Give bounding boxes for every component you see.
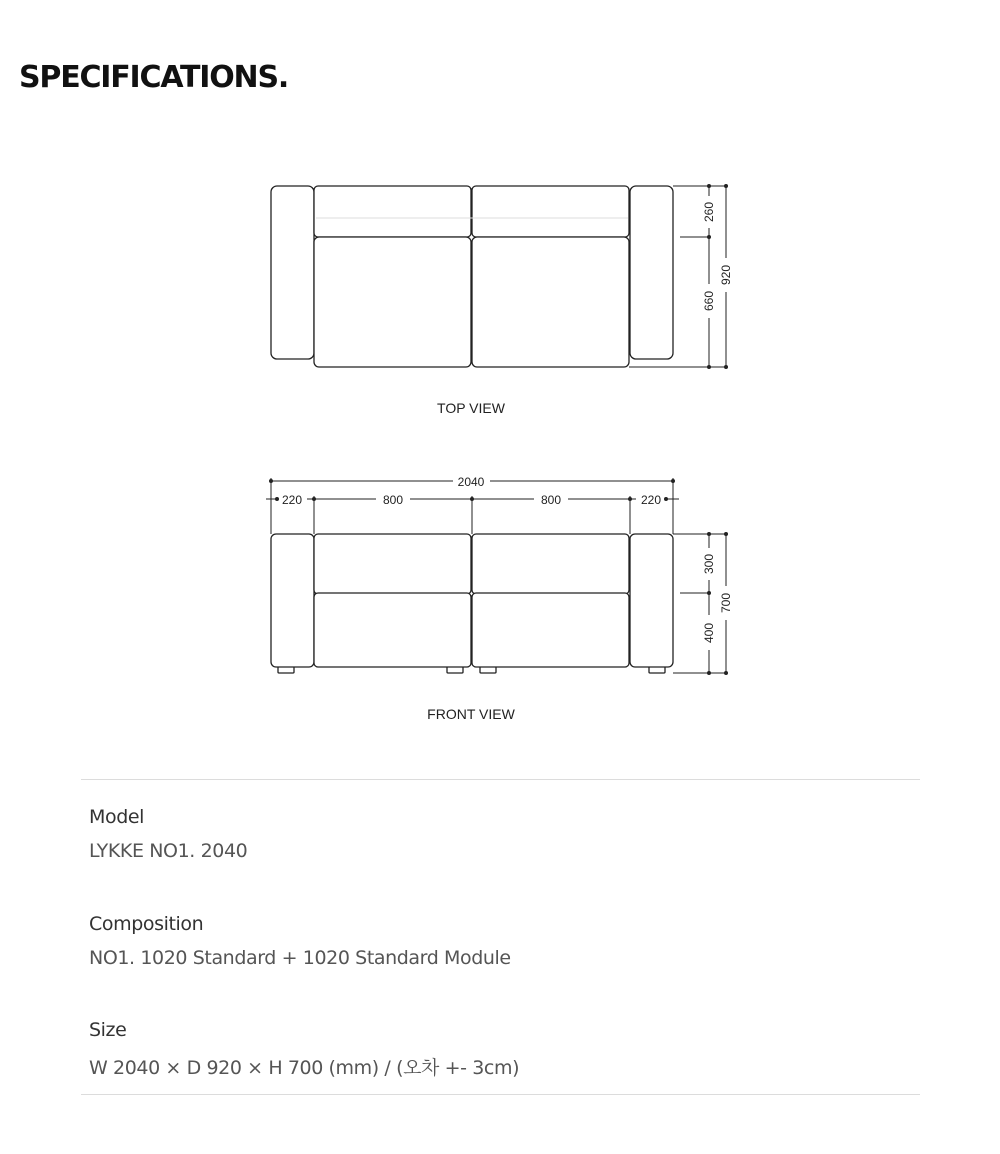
spec-key: Model <box>89 806 145 828</box>
front-view-seat-right <box>472 593 629 667</box>
front-view-dim-seat-right: 800 <box>540 493 562 507</box>
front-view-dim-arm-right: 220 <box>640 493 662 507</box>
spec-size <box>89 1019 519 1080</box>
divider-bottom <box>81 1094 920 1095</box>
top-view-seat-left <box>314 237 471 367</box>
front-view-back-right <box>472 534 629 594</box>
spec-key: Size <box>89 1019 127 1041</box>
front-view-back-left <box>314 534 471 594</box>
front-view-dim-height: 700 <box>719 592 733 614</box>
top-view-dim-depth: 920 <box>719 264 733 286</box>
divider-top <box>81 779 920 780</box>
spec-composition <box>89 913 511 969</box>
top-view-label: TOP VIEW <box>437 400 505 416</box>
top-view-back-right <box>472 186 629 237</box>
top-view-dim-back: 260 <box>702 201 716 223</box>
front-view-dim-seat: 400 <box>702 622 716 644</box>
top-view-seat-right <box>472 237 629 367</box>
spec-model <box>89 806 247 862</box>
spec-value: NO1. 1020 Standard + 1020 Standard Module <box>89 947 511 969</box>
front-view <box>271 534 673 673</box>
front-view-label: FRONT VIEW <box>427 706 515 722</box>
front-view-dim-back: 300 <box>702 553 716 575</box>
top-view <box>271 186 673 367</box>
front-view-dim-arm-left: 220 <box>281 493 303 507</box>
top-view-dim-seat: 660 <box>702 290 716 312</box>
top-view-arm-left <box>271 186 314 359</box>
top-view-back-left <box>314 186 471 237</box>
spec-key: Composition <box>89 913 204 935</box>
front-view-arm-left <box>271 534 314 667</box>
spec-value: W 2040 × D 920 × H 700 (mm) / (오차 +- 3cm) <box>89 1057 520 1079</box>
page-title: SPECIFICATIONS. <box>19 60 289 95</box>
front-view-dim-total: 2040 <box>457 475 485 489</box>
front-view-seat-left <box>314 593 471 667</box>
front-view-arm-right <box>630 534 673 667</box>
front-view-dim-seat-left: 800 <box>382 493 404 507</box>
spec-value: LYKKE NO1. 2040 <box>89 840 248 862</box>
top-view-arm-right <box>630 186 673 359</box>
